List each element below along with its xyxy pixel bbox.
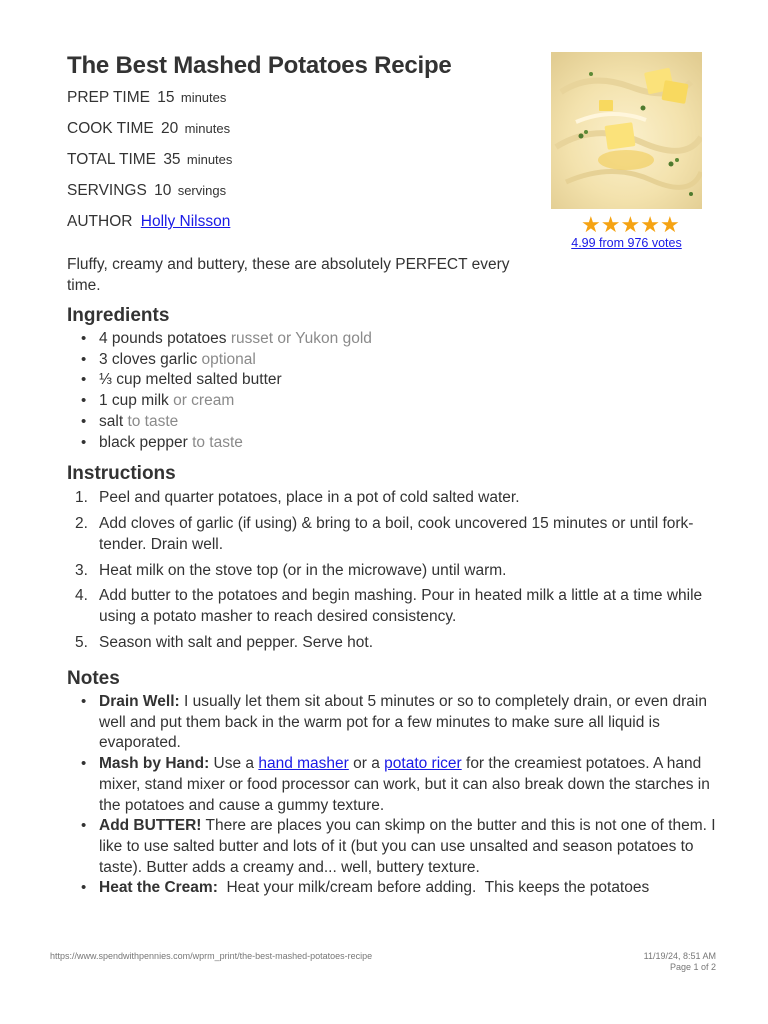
prep-time	[67, 89, 226, 107]
star-icon[interactable]: ★	[620, 212, 641, 237]
ingredient-note: to taste	[192, 433, 243, 451]
note-title: Drain Well:	[99, 693, 180, 710]
note-text: There are places you can skimp on the butter and this is not one of them. I like to use salted butter and lots of it (but you can use unsalted and season potatoes to taste). Butter adds a creamy and... well, buttery texture.	[99, 817, 716, 876]
total-time-unit: minutes	[186, 152, 233, 167]
step-text: Add butter to the potatoes and begin mashing. Pour in heated milk a little at a time while using a potato masher to reach desired consistency.	[99, 587, 703, 626]
servings-label: SERVINGS	[67, 182, 147, 199]
servings	[67, 182, 226, 200]
author-label: AUTHOR	[67, 213, 133, 230]
note-text: I usually let them sit about 5 minutes or so to completely drain, or even drain well and put them back in the warm pot for a few minutes to make sure all liquid is evaporated.	[99, 693, 707, 752]
total-time-value: 35	[163, 151, 181, 168]
notes-list	[67, 692, 717, 899]
note-drain-well	[67, 692, 717, 754]
ingredient-note: to taste	[127, 412, 179, 430]
star-icon[interactable]: ★	[600, 212, 621, 237]
servings-value: 10	[154, 182, 172, 199]
note-text: Use a	[209, 755, 259, 773]
note-text: for the creamiest potatoes. A hand mixer, stand mixer or food processor can work, but it can also break down the starches in the potatoes and cause a gummy texture.	[99, 755, 710, 814]
ingredients-heading: Ingredients	[67, 305, 170, 326]
total-time-label: TOTAL TIME	[67, 151, 156, 168]
instruction-step	[67, 632, 707, 653]
note-title: Heat the Cream:	[99, 879, 218, 897]
note-title: Add BUTTER!	[99, 817, 202, 835]
prep-time-unit: minutes	[180, 90, 227, 105]
author-link[interactable]: Holly Nilsson	[140, 213, 231, 230]
notes-heading: Notes	[67, 668, 120, 689]
step-text: Season with salt and pepper. Serve hot.	[99, 634, 374, 652]
step-number: 1.	[75, 489, 88, 506]
step-text: Add cloves of garlic (if using) & bring to a boil, cook uncovered 15 minutes or until fork-tender. Drain well.	[99, 514, 694, 553]
step-number: 3.	[75, 561, 88, 579]
ingredient-name: black pepper	[99, 433, 188, 451]
page-title: The Best Mashed Potatoes Recipe	[67, 52, 452, 79]
note-title: Mash by Hand:	[99, 755, 210, 773]
ingredient-item	[67, 391, 372, 412]
potato-ricer-link[interactable]: potato ricer	[384, 755, 462, 773]
cook-time	[67, 120, 230, 138]
total-time	[67, 151, 232, 169]
step-text: Peel and quarter potatoes, place in a pot of cold salted water.	[99, 489, 520, 506]
footer-url: https://www.spendwithpennies.com/wprm_print/the-best-mashed-potatoes-recipe	[50, 951, 373, 961]
note-text: or a	[348, 755, 385, 773]
ingredient-name: 1 cup milk	[99, 392, 169, 410]
cook-time-label: COOK TIME	[67, 120, 154, 137]
ingredient-item	[67, 412, 372, 433]
print-datetime: 11/19/24, 8:51 AM	[643, 951, 716, 961]
ingredients-list	[67, 329, 372, 453]
ingredient-note: optional	[201, 350, 256, 368]
step-number: 2.	[75, 514, 88, 532]
ingredient-item	[67, 433, 372, 454]
step-text: Heat milk on the stove top (or in the microwave) until warm.	[99, 561, 507, 579]
star-icon[interactable]: ★	[659, 212, 680, 237]
star-icon[interactable]: ★	[581, 212, 601, 237]
page-number: Page 1 of 2	[669, 962, 716, 972]
note-heat-cream	[67, 878, 717, 899]
cook-time-unit: minutes	[184, 121, 231, 136]
servings-unit: servings	[177, 183, 227, 198]
ingredient-name: salt	[99, 412, 124, 430]
note-add-butter	[67, 816, 717, 878]
note-text: Heat your milk/cream before adding. This keeps the potatoes	[217, 879, 650, 897]
prep-time-label: PREP TIME	[67, 89, 150, 106]
ingredient-note: or cream	[173, 392, 235, 410]
ingredient-name: ⅓ cup melted salted butter	[99, 371, 282, 389]
cook-time-value: 20	[161, 120, 179, 137]
instruction-step	[67, 560, 707, 581]
instruction-step	[67, 513, 707, 555]
instructions-heading: Instructions	[67, 463, 176, 484]
star-icon[interactable]: ★	[640, 212, 660, 237]
footer-info	[644, 951, 716, 973]
step-number: 5.	[75, 634, 88, 652]
ingredient-item	[67, 350, 372, 371]
ingredient-name: 4 pounds potatoes	[99, 330, 227, 347]
recipe-summary: Fluffy, creamy and buttery, these are absolutely PERFECT every time.	[67, 256, 510, 294]
ingredient-item	[67, 329, 372, 350]
instruction-step	[67, 487, 707, 508]
note-mash-by-hand	[67, 754, 717, 816]
ingredient-note: russet or Yukon gold	[230, 330, 372, 347]
instructions-list	[67, 487, 707, 653]
prep-time-value: 15	[157, 89, 175, 106]
author	[67, 213, 230, 231]
step-number: 4.	[75, 587, 88, 605]
rating-votes-link[interactable]: 4.99 from 976 votes	[571, 236, 682, 250]
rating-stars[interactable]	[581, 212, 680, 237]
ingredient-name: 3 cloves garlic	[99, 350, 198, 368]
ingredient-item	[67, 370, 372, 391]
hand-masher-link[interactable]: hand masher	[258, 755, 349, 773]
instruction-step	[67, 585, 707, 627]
recipe-photo	[551, 52, 702, 209]
